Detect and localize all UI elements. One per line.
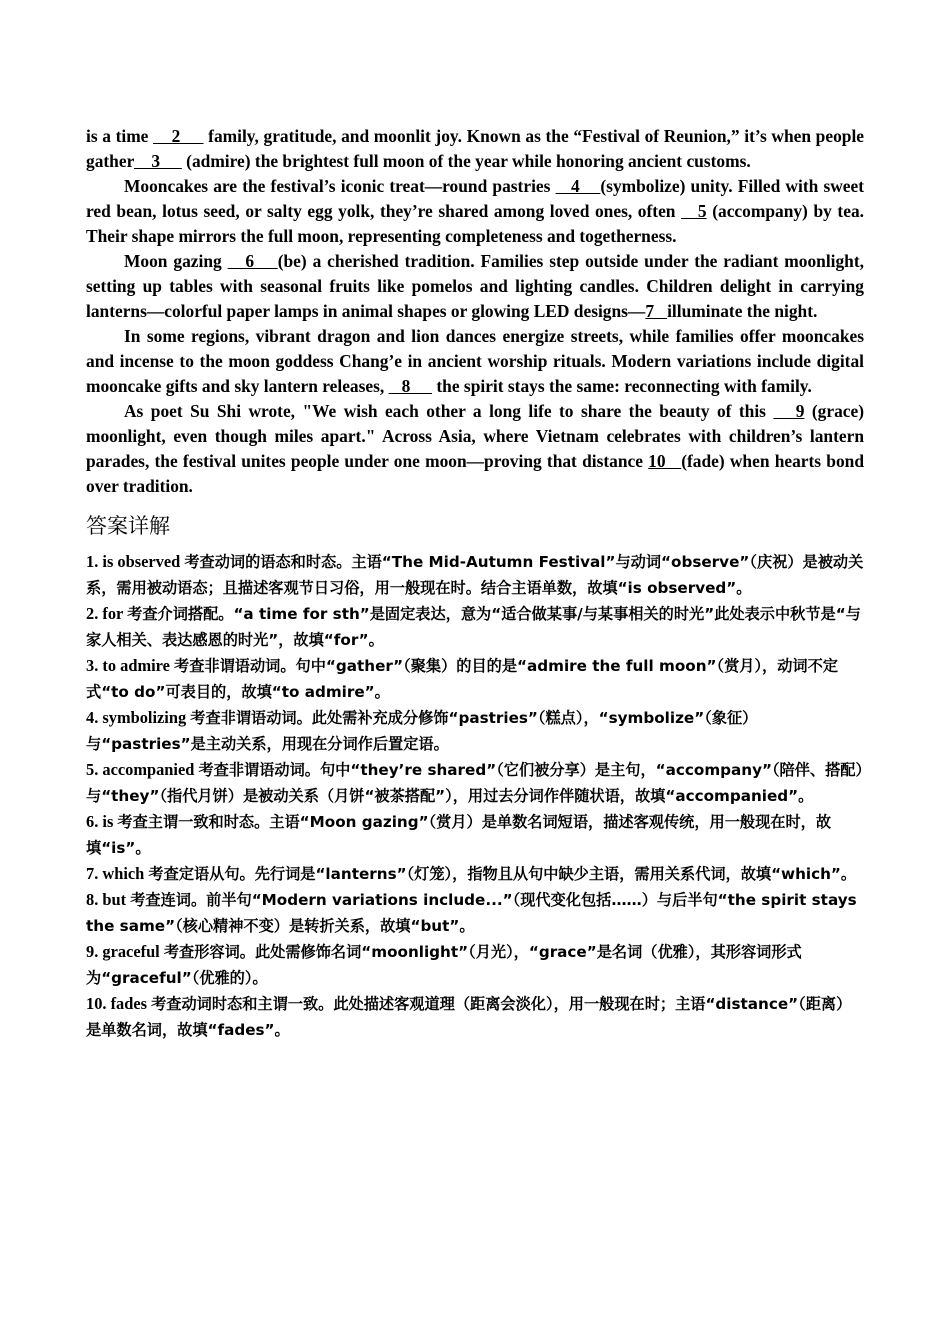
blank-3: 3 [133,151,182,171]
answer-key: 7. which [86,864,149,883]
passage-paragraph-3: Moon gazing 6 (be) a cherished tradition. Families step outside under the radiant moonlight, setting up tables with seasonal fruits like pomelos and lighting candles. Children delight in carrying lanterns—colorful paper lamps in animal shapes or glowing LED designs—7 illuminate the night. [86,251,864,321]
answer-item-7 [86,861,864,887]
blank-4: 4 [555,176,601,196]
blank-9: 9 [773,401,805,421]
passage-paragraph-5: As poet Su Shi wrote, "We wish each other a long life to share the beauty of this 9 (grace) moonlight, even though miles apart." Across Asia, where Vietnam celebrates with children’s lantern parades, the festival unites people under one moon—proving that distance 10 (fade) when hearts bond over tradition. [86,401,865,496]
answer-list [86,549,864,1043]
answer-explanation: 考查非谓语动词。句中“gather”（聚集）的目的是“admire the full moon”（赏月），动词不定式“to do”可表目的，故填“to admire”。 [86,657,838,701]
answer-item-5 [86,757,864,809]
blank-6: 6 [227,251,278,271]
answer-key: 8. but [86,890,131,909]
blank-2: 2 [153,126,204,146]
answer-item-1 [86,549,864,601]
blank-7: 7 [645,301,668,321]
answer-key: 4. symbolizing [86,708,191,727]
answer-explanation: 考查动词的语态和时态。主语“The Mid-Autumn Festival”与动词“observe”（庆祝）是被动关系，需用被动语态；且描述客观节日习俗，用一般现在时。结合主语单数，故填“is observed”。 [86,553,864,597]
answer-key: 6. is [86,812,118,831]
answer-key: 1. is observed [86,552,185,571]
answer-key: 9. graceful [86,942,164,961]
answer-item-3 [86,653,864,705]
passage-paragraph-2: Mooncakes are the festival’s iconic treat—round pastries 4 (symbolize) unity. Filled with sweet red bean, lotus seed, or salty egg yolk, they’re shared among loved ones, often 5 (accompany) by tea. Their shape mirrors the full moon, representing completeness and togetherness. [86,176,865,246]
passage-paragraph-4: In some regions, vibrant dragon and lion dances energize streets, while families offer mooncakes and incense to the moon goddess Chang’e in ancient worship rituals. Modern variations include digital mooncake gifts and sky lantern releases, 8 the spirit stays the same: reconnecting with family. [86,326,864,396]
answer-explanation: 考查介词搭配。“a time for sth”是固定表达，意为“适合做某事/与某事相关的时光”此处表示中秋节是“与家人相关、表达感恩的时光”，故填“for”。 [86,605,861,649]
answer-explanation: 考查定语从句。先行词是“lanterns”（灯笼），指物且从句中缺少主语，需用关系代词，故填“which”。 [148,865,857,883]
answer-key: 5. accompanied [86,760,199,779]
answer-explanation: 考查连词。前半句“Modern variations include...”（现代变化包括……）与后半句“the spirit stays the same”（核心精神不变）是转折关系，故填“but”。 [86,891,857,935]
answer-explanation: 考查动词时态和主谓一致。此处描述客观道理（距离会淡化），用一般现在时；主语“distance”（距离）是单数名词，故填“fades”。 [86,995,852,1039]
answer-item-8 [86,887,864,939]
answer-item-9 [86,939,864,991]
answer-item-2 [86,601,864,653]
answer-item-10 [86,991,864,1043]
blank-8: 8 [388,376,433,396]
passage-paragraph-1: is a time 2 family, gratitude, and moonlit joy. Known as the “Festival of Reunion,” it’s when people gather 3 (admire) the brightest full moon of the year while honoring ancient customs. [86,126,864,171]
answer-item-6 [86,809,864,861]
document-page [86,124,864,1043]
blank-10: 10 [648,451,682,471]
blank-5: 5 [681,201,707,221]
answer-key: 2. for [86,604,128,623]
answer-explanation: 考查非谓语动词。此处需补充成分修饰“pastries”（糕点），“symbolize”（象征）与“pastries”是主动关系，用现在分词作后置定语。 [86,709,758,753]
answer-section-title: 答案详解 [86,514,170,538]
answer-key: 3. to admire [86,656,175,675]
answer-key: 10. fades [86,994,152,1013]
answer-explanation: 考查非谓语动词。句中“they’re shared”（它们被分享）是主句，“accompany”（陪伴、搭配）与“they”（指代月饼）是被动关系（月饼“被茶搭配”），用过去分词作伴随状语，故填“accompanied”。 [86,761,864,805]
answer-explanation: 考查主谓一致和时态。主语“Moon gazing”（赏月）是单数名词短语，描述客观传统，用一般现在时，故填“is”。 [86,813,832,857]
answer-item-4 [86,705,864,757]
answer-explanation: 考查形容词。此处需修饰名词“moonlight”（月光），“grace”是名词（优雅），其形容词形式为“graceful”（优雅的）。 [86,943,802,987]
